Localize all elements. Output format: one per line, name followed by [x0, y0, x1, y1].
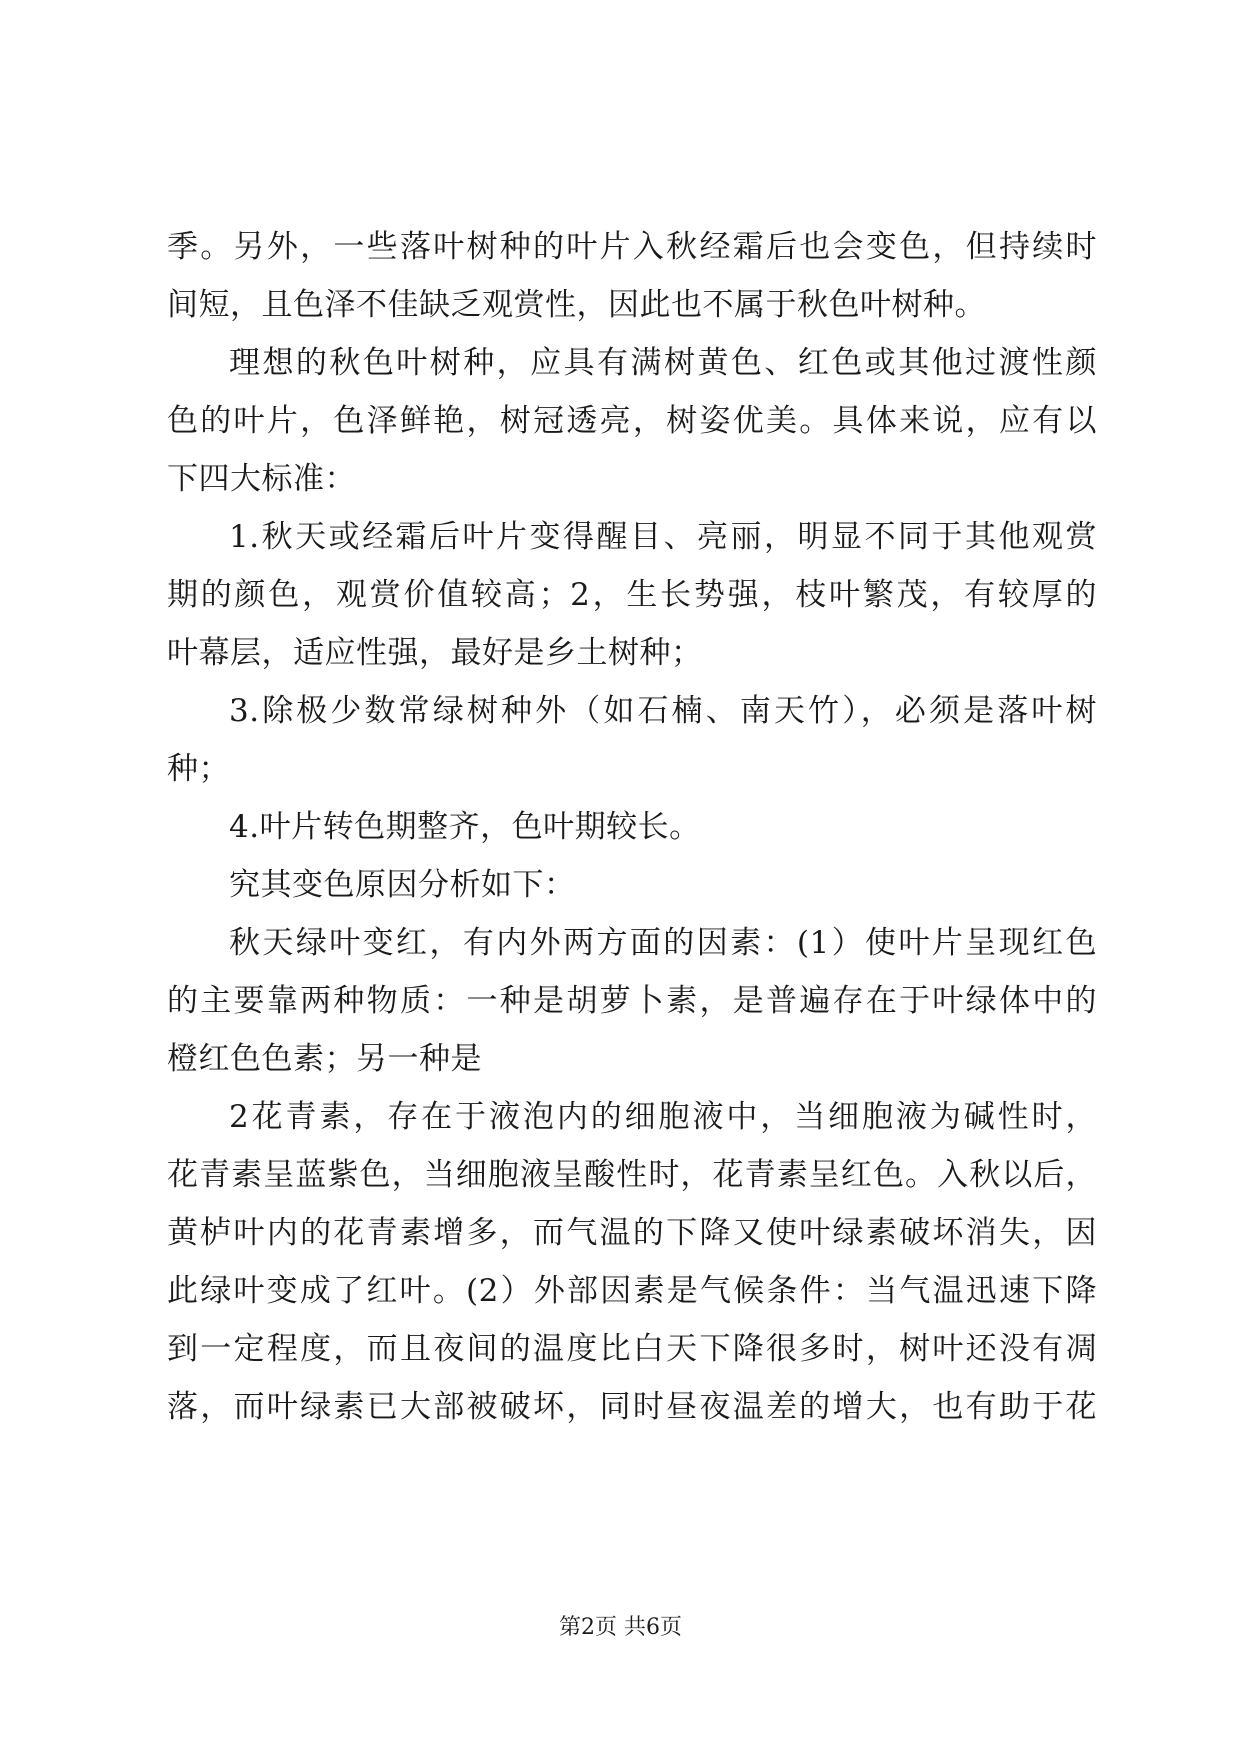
text-line: 3.除极少数常绿树种外（如石楠、南天竹），必须是落叶树 [229, 693, 1097, 729]
text-line: 下四大标准： [167, 461, 356, 497]
text-line: 橙红色色素；另一种是 [167, 1041, 482, 1077]
text-line: 季。另外，一些落叶树种的叶片入秋经霜后也会变色，但持续时 [167, 229, 1097, 265]
text-line: 间短，且色泽不佳缺乏观赏性，因此也不属于秋色叶树种。 [167, 287, 986, 323]
text-line: 到一定程度，而且夜间的温度比白天下降很多时，树叶还没有凋 [167, 1331, 1097, 1367]
text-line: 黄栌叶内的花青素增多，而气温的下降又使叶绿素破坏消失，因 [167, 1215, 1097, 1251]
text-line: 叶幕层，适应性强，最好是乡土树种； [167, 635, 703, 671]
text-line: 4.叶片转色期整齐，色叶期较长。 [229, 809, 701, 845]
text-line: 究其变色原因分析如下： [229, 867, 576, 903]
text-line: 2花青素，存在于液泡内的细胞液中，当细胞液为碱性时， [229, 1099, 1097, 1135]
page-number: 第2页 共6页 [559, 1615, 682, 1640]
text-line: 花青素呈蓝紫色，当细胞液呈酸性时，花青素呈红色。入秋以后， [167, 1157, 1097, 1193]
text-line: 期的颜色，观赏价值较高；2，生长势强，枝叶繁茂，有较厚的 [167, 577, 1097, 613]
text-line: 秋天绿叶变红，有内外两方面的因素：(1）使叶片呈现红色 [229, 925, 1097, 961]
text-line: 的主要靠两种物质：一种是胡萝卜素，是普遍存在于叶绿体中的 [167, 983, 1097, 1019]
text-line: 理想的秋色叶树种，应具有满树黄色、红色或其他过渡性颜 [229, 345, 1097, 381]
text-line: 色的叶片，色泽鲜艳，树冠透亮，树姿优美。具体来说，应有以 [167, 403, 1097, 439]
text-line: 种； [167, 751, 230, 787]
text-line: 落，而叶绿素已大部被破坏，同时昼夜温差的增大，也有助于花 [167, 1389, 1097, 1425]
text-line: 此绿叶变成了红叶。(2）外部因素是气候条件：当气温迅速下降 [167, 1273, 1097, 1309]
text-line: 1.秋天或经霜后叶片变得醒目、亮丽，明显不同于其他观赏 [229, 519, 1097, 555]
document-body [167, 227, 1097, 1607]
